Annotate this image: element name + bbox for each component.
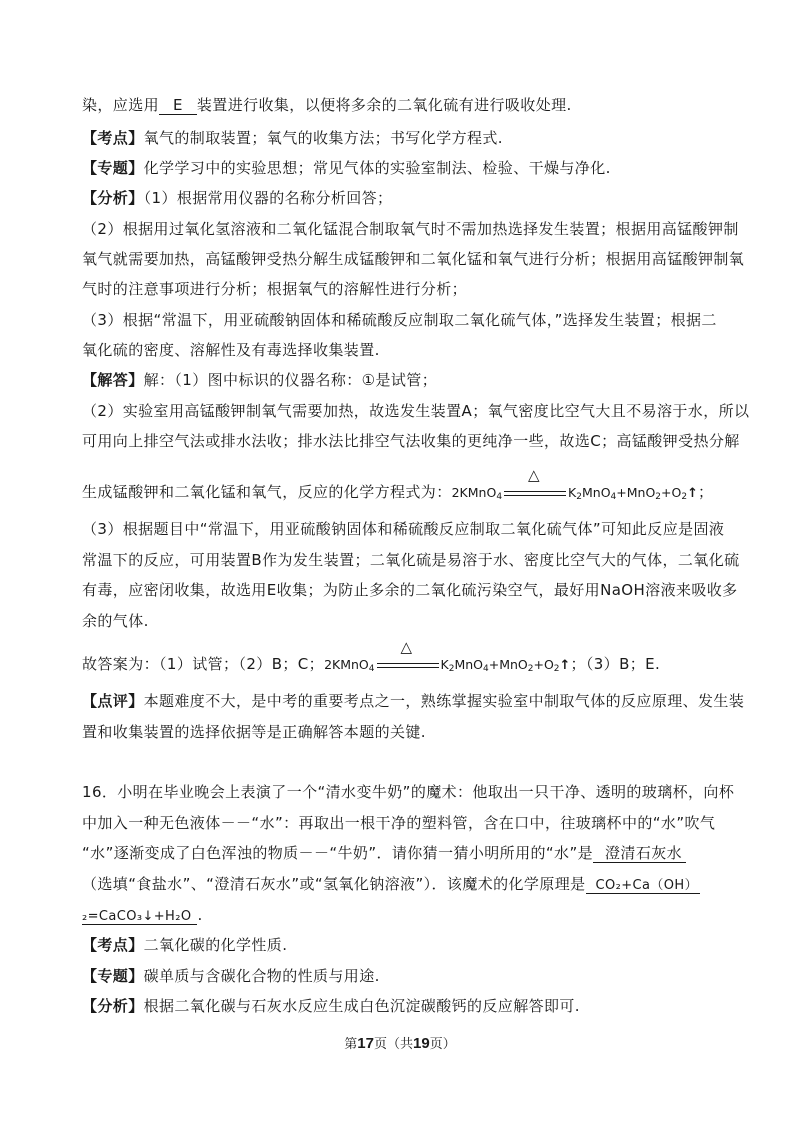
footer-text: 第	[344, 1037, 358, 1052]
text-line	[82, 637, 722, 676]
answer-blank: ₂=CaCO₃↓+H₂O	[82, 909, 197, 925]
line-text: （1）根据常用仪器的名称分析回答；	[143, 189, 393, 207]
line-text: 装置进行收集，以便将多余的二氧化硫有进行吸收处理.	[196, 96, 572, 114]
page-footer	[0, 1033, 800, 1052]
heat-triangle-icon: △	[528, 465, 540, 484]
text-line: 置和收集装置的选择依据等是正确解答本题的关键.	[82, 723, 426, 741]
line-text: 解：（1）图中标识的仪器名称：①是试管；	[143, 371, 438, 389]
eq-product: +O	[661, 485, 682, 500]
eq-product: K	[568, 485, 577, 500]
text-line: （3）根据题目中“常温下，用亚硫酸钠固体和稀硫酸反应制取二氧化硫气体”可知此反应是固液	[82, 520, 725, 538]
text-line	[82, 935, 722, 955]
text-line	[82, 996, 722, 1016]
line-text: ；（3）B；E.	[570, 655, 661, 673]
total-pages: 19	[413, 1035, 430, 1052]
line-text: 氧气的制取装置；氧气的收集方法；书写化学方程式.	[143, 129, 503, 147]
text-line	[82, 465, 722, 504]
eq-subscript: 2	[576, 492, 582, 502]
question-line	[82, 843, 722, 863]
line-text: 碳单质与含碳化合物的性质与用途.	[143, 967, 380, 985]
text-line: 余的气体.	[82, 612, 149, 630]
text-line	[82, 95, 722, 115]
chemical-equation	[451, 465, 698, 504]
section-tag: 【专题】	[82, 967, 144, 985]
eq-product: +O	[533, 657, 554, 672]
line-text: 染，应选用	[82, 96, 160, 114]
footer-text: 页（共	[373, 1037, 413, 1052]
eq-subscript: 4	[496, 492, 503, 502]
eq-product: +MnO	[488, 657, 528, 672]
section-tag: 【分析】	[82, 997, 144, 1015]
answer-blank: E	[159, 96, 197, 115]
text-line: （2）根据用过氧化氢溶液和二氧化锰混合制取氧气时不需加热选择发生装置；根据用高锰酸钾制	[82, 220, 739, 238]
answer-blank: 澄清石灰水	[593, 844, 686, 863]
section-tag: 【考点】	[82, 936, 144, 954]
footer-text: 页）	[429, 1037, 456, 1052]
line-text: “水”逐渐变成了白色浑浊的物质－－“牛奶”．请你猜一猜小明所用的“水”是	[82, 844, 594, 862]
eq-product: +MnO	[616, 485, 656, 500]
text-line	[82, 188, 722, 208]
gas-arrow-icon: ↑	[687, 486, 698, 501]
question-line: 16．小明在毕业晚会上表演了一个“清水变牛奶”的魔术：他取出一只干净、透明的玻璃杯，向杯	[82, 783, 735, 801]
text-line	[82, 370, 722, 390]
line-text: .	[197, 906, 203, 924]
eq-subscript: 2	[655, 492, 662, 502]
eq-subscript: 2	[448, 664, 455, 674]
line-text: （选填“食盐水”、“澄清石灰水”或“氢氧化钠溶液”）．该魔术的化学原理是	[82, 875, 586, 893]
question-line	[82, 874, 722, 896]
text-line	[82, 128, 722, 148]
eq-product: K	[440, 657, 449, 672]
heating-condition	[504, 465, 566, 499]
chemical-equation	[324, 637, 571, 676]
question-line: 中加入一种无色液体－－“水”：再取出一根干净的塑料管，含在口中，往玻璃杯中的“水”吹气	[82, 814, 716, 832]
line-text: 根据二氧化碳与石灰水反应生成白色沉淀碳酸钙的反应解答即可.	[143, 997, 580, 1015]
section-tag: 【分析】	[82, 189, 144, 207]
gas-arrow-icon: ↑	[559, 658, 571, 673]
text-line: 有毒，应密闭收集，故选用E收集；为防止多余的二氧化硫污染空气，最好用NaOH溶液来吸收多	[82, 581, 738, 599]
page-number: 17	[357, 1035, 374, 1052]
line-text: 本题难度不大，是中考的重要考点之一，熟练掌握实验室中制取气体的反应原理、发生装	[143, 692, 745, 710]
eq-subscript: 2	[681, 492, 688, 502]
question-line	[82, 905, 722, 927]
eq-subscript: 4	[610, 492, 617, 502]
section-tag: 【专题】	[82, 159, 144, 177]
section-tag: 【解答】	[82, 371, 144, 389]
eq-subscript: 2	[527, 664, 534, 674]
line-text: 生成锰酸钾和二氧化锰和氧气，反应的化学方程式为：	[82, 483, 452, 501]
line-text: ；	[697, 483, 714, 501]
eq-subscript: 4	[368, 664, 375, 674]
eq-subscript: 2	[553, 664, 560, 674]
text-line	[82, 966, 722, 986]
text-line	[82, 691, 745, 711]
text-line: 气时的注意事项进行分析；根据氧气的溶解性进行分析；	[82, 280, 468, 298]
line-text: 故答案为：（1）试管；（2）B；C；	[82, 655, 325, 673]
eq-subscript: 4	[482, 664, 489, 674]
text-line	[82, 158, 722, 178]
text-line: 常温下的反应，可用装置B作为发生装置；二氧化硫是易溶于水、密度比空气大的气体，二氧化硫	[82, 551, 740, 569]
section-tag: 【点评】	[82, 692, 144, 710]
line-text: 化学学习中的实验思想；常见气体的实验室制法、检验、干燥与净化.	[143, 159, 611, 177]
eq-product: MnO	[454, 657, 483, 672]
line-text: 二氧化碳的化学性质.	[143, 936, 288, 954]
section-tag: 【考点】	[82, 129, 144, 147]
text-line: （2）实验室用高锰酸钾制氧气需要加热，故选发生装置A；氧气密度比空气大且不易溶于水，所以	[82, 402, 750, 420]
eq-reactant: 2KMnO	[324, 657, 369, 672]
answer-blank: CO₂+Ca（OH）	[586, 878, 700, 894]
text-line: 氧化硫的密度、溶解性及有毒选择收集装置.	[82, 341, 380, 359]
text-line: 可用向上排空气法或排水法收；排水法比排空气法收集的更纯净一些，故选C；高锰酸钾受热分解	[82, 432, 740, 450]
eq-reactant: 2KMnO	[451, 485, 497, 500]
eq-product: MnO	[581, 485, 611, 500]
text-line: 氧气就需要加热，高锰酸钾受热分解生成锰酸钾和二氧化锰和氧气进行分析；根据用高锰酸钾制氧	[82, 250, 745, 268]
text-line: （3）根据“常温下，用亚硫酸钠固体和稀硫酸反应制取二氧化硫气体，”选择发生装置；根据二	[82, 311, 717, 329]
heat-triangle-icon: △	[400, 637, 413, 656]
heating-condition	[377, 637, 439, 671]
